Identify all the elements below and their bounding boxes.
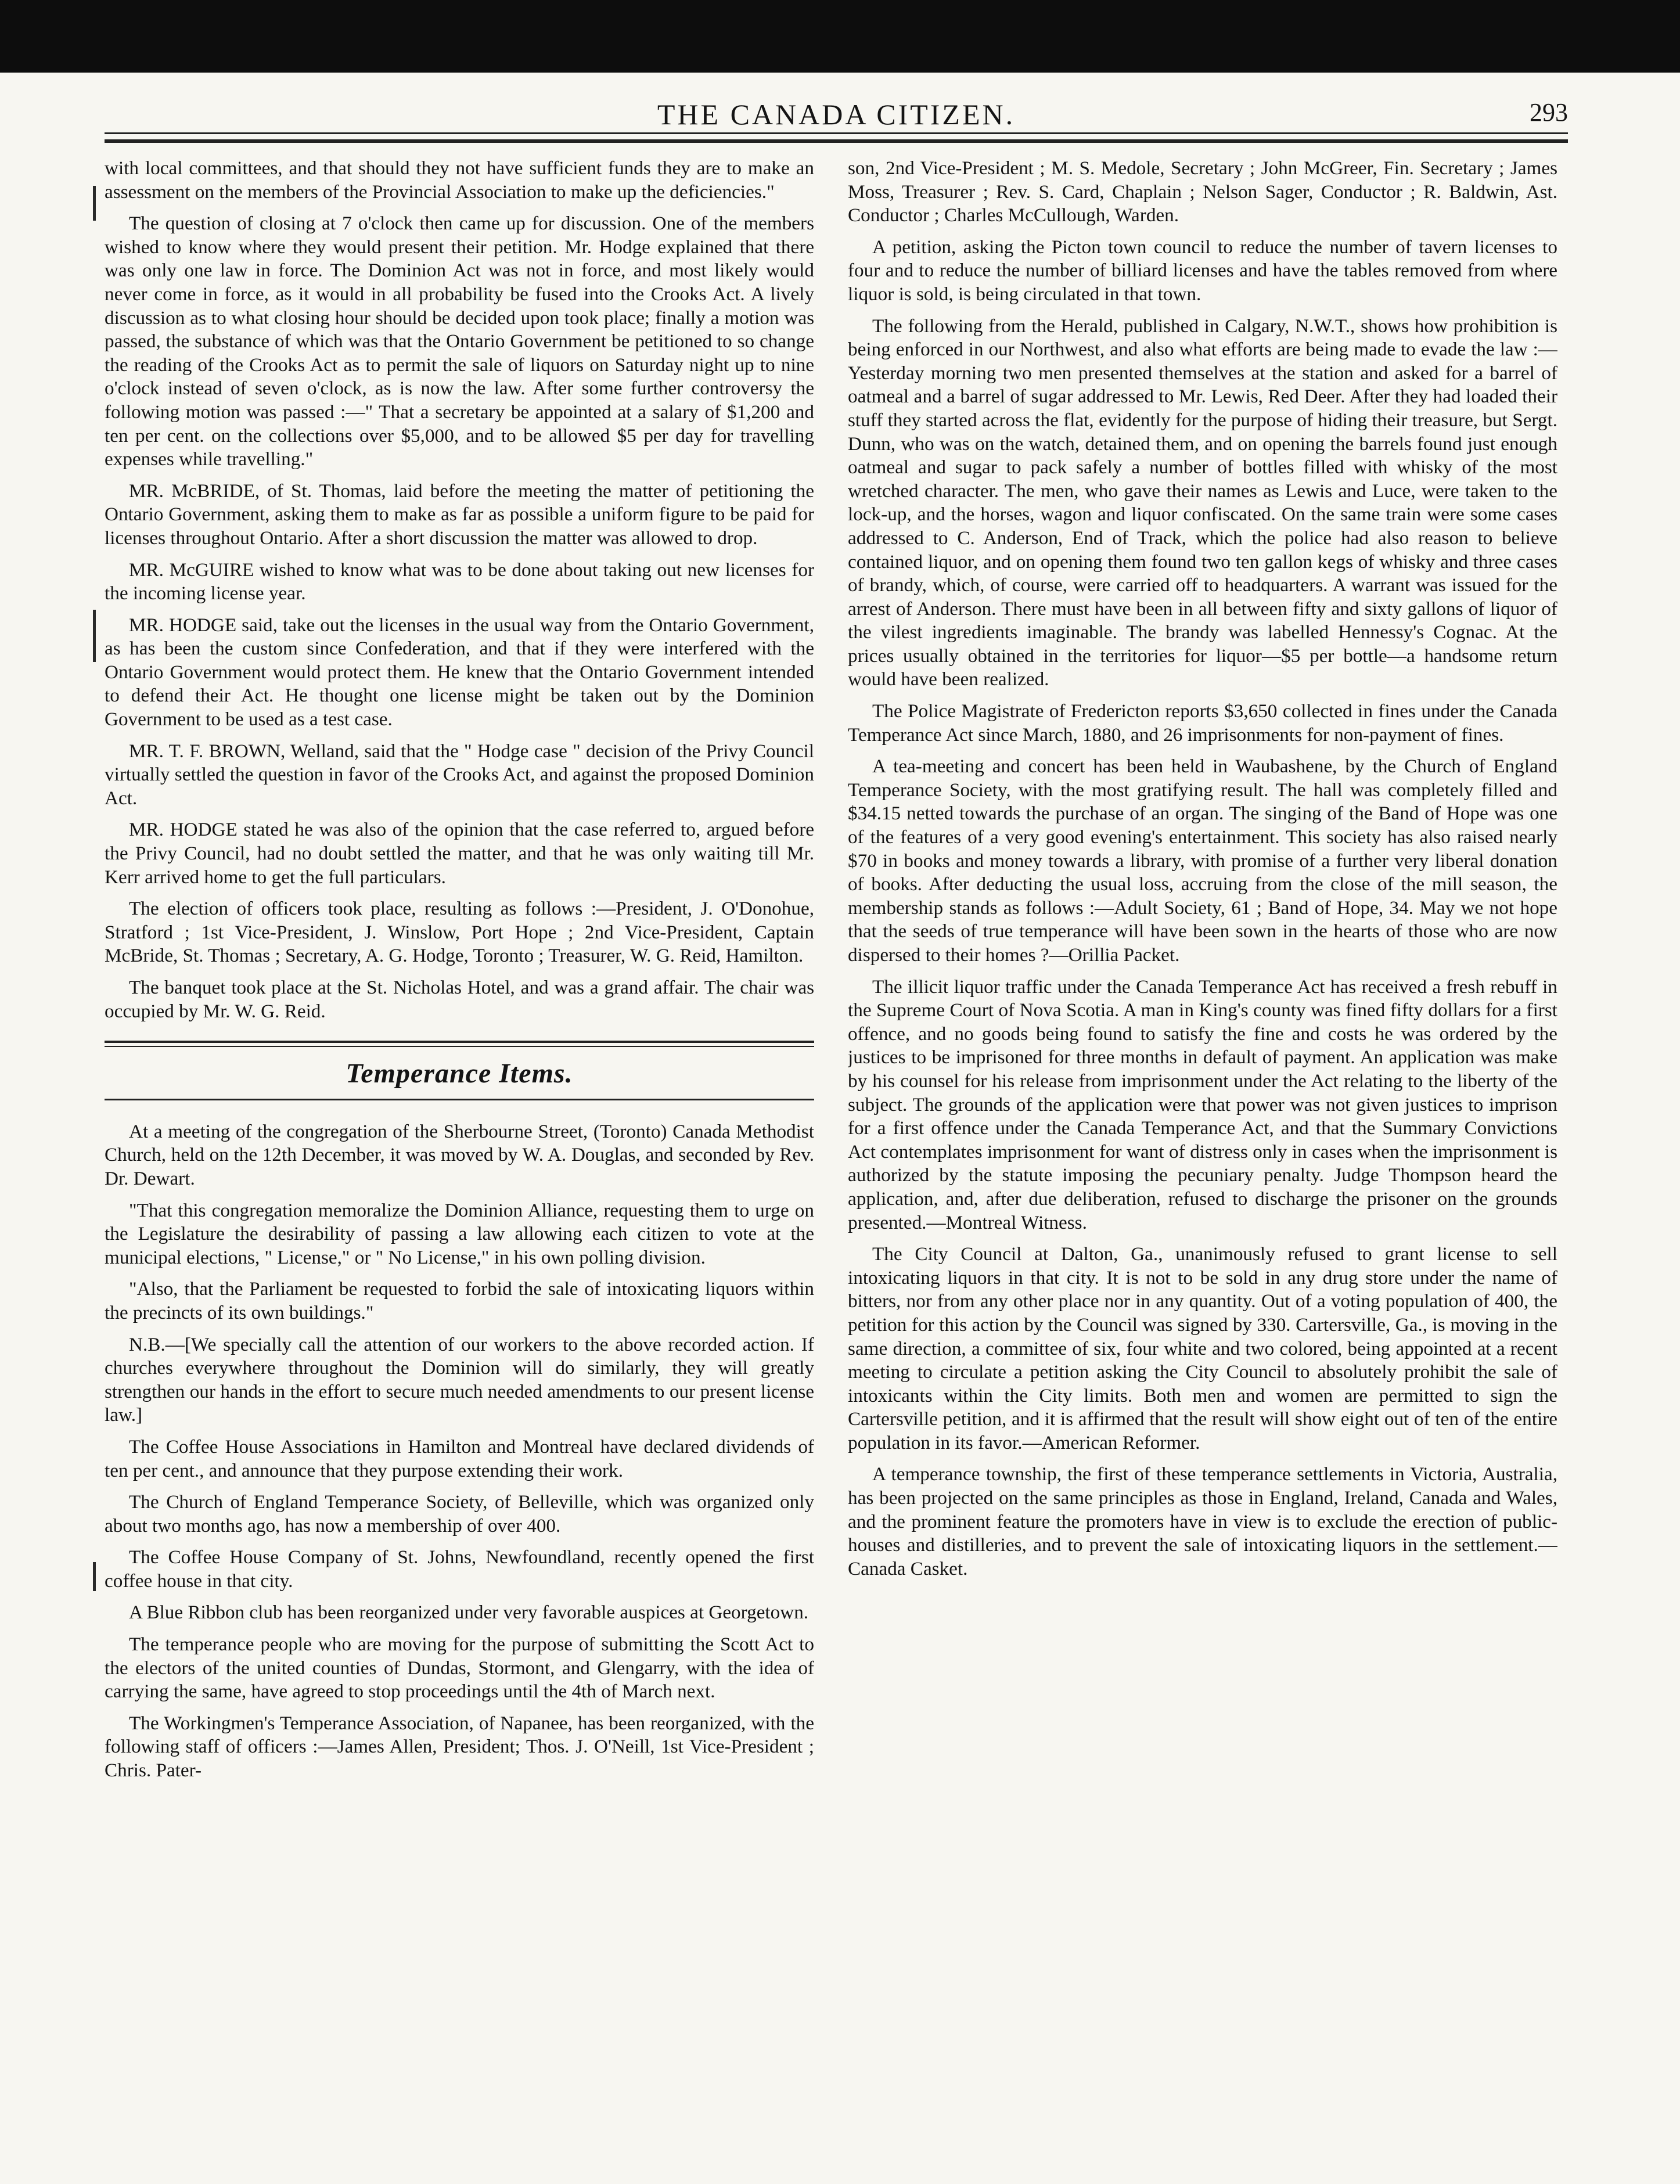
item-paragraph: A petition, asking the Picton town council to reduce the number of tavern licenses to four and to reduce the number of billiard licenses and have the tables removed from where liquor is sold, is being circulated in that town. [848,236,1557,305]
item-paragraph: The temperance people who are moving for the purpose of submitting the Scott Act to the electors of the united counties of Dundas, Stormont, and Glengarry, with the idea of carrying the same, have agreed to stop proceedings until the 4th of March next. [105,1633,814,1703]
item-paragraph: A temperance township, the first of these temperance settlements in Victoria, Australia, has been projected on the same principles as those in England, Ireland, Canada and Wales, and the prominent feature the promoters have in view is to exclude the erection of public-houses and distilleries, and to prevent the sale of intoxicating liquors in the settlement.—Canada Casket. [848,1463,1557,1579]
article-paragraph: MR. HODGE stated he was also of the opinion that the case referred to, argued before the Privy Council, had no doubt settled the matter, and that he was only waiting till Mr. Kerr arrived home to get the full particulars. [105,819,814,888]
section-divider [105,1046,814,1047]
item-paragraph: At a meeting of the congregation of the Sherbourne Street, (Toronto) Canada Methodist Church, held on the 12th December, it was moved by W. A. Douglas, and seconded by Rev. Dr. Dewart. [105,1120,814,1189]
left-column [105,157,814,2154]
section-title: Temperance Items. [346,1058,573,1089]
article-paragraph: with local committees, and that should they not have sufficient funds they are to make an assessment on the members of the Provincial Association to make up the deficiencies." [105,157,814,203]
item-paragraph: The following from the Herald, published in Calgary, N.W.T., shows how prohibition is being enforced in our Northwest, and also what efforts are being made to evade the law :—Yesterday morning two men presented themselves at the station and asked for a barrel of oatmeal and a barrel of sugar addressed to Mr. Lewis, Red Deer. After they had loaded their stuff they started across the flat, evidently for the purpose of hiding their treasure, but Sergt. Dunn, who was on the watch, detained them, and on opening the barrels found just enough oatmeal and sugar to pack safely a number of bottles filled with whisky of the most wretched character. The men, who gave their names as Lewis and Luce, were taken to the lock-up, and the horses, wagon and liquor confiscated. On the same train were some cases addressed to C. Anderson, End of Track, which the police had also reason to believe contained liquor, and on opening them found two ten gallon kegs of whisky and three cases of brandy, which, of course, were carried off to headquarters. A warrant was issued for the arrest of Anderson. There must have been in all between fifty and sixty gallons of liquor of the vilest ingredients imaginable. The brandy was labelled Hennessy's Cognac. At the prices usually obtained in the territories for liquor—$5 per bottle—a handsome return would have been realized. [848,315,1557,690]
item-paragraph: A Blue Ribbon club has been reorganized under very favorable auspices at Georgetown. [129,1602,809,1624]
item-paragraph: A tea-meeting and concert has been held in Waubashene, by the Church of England Temperance Society, with the most gratifying result. The hall was completely filled and $34.15 netted towards the purchase of an organ. The singing of the Band of Hope was one of the features of a very good evening's entertainment. This society has also raised nearly $70 in books and money towards a library, with promise of a further very liberal donation of books. After deducting the usual loss, accruing from the close of the mill season, the membership stands as follows :—Adult Society, 61 ; Band of Hope, 34. May we not hope that the seeds of true temperance will have been sown in the hearts of those who are now dispersed to their homes ?—Orillia Packet. [848,755,1557,966]
section-divider [105,1041,814,1043]
header-rule [105,132,1568,134]
page-number: 293 [1530,98,1568,127]
item-paragraph: The Church of England Temperance Society, of Belleville, which was organized only about two months ago, has now a membership of over 400. [105,1491,814,1537]
masthead-title: THE CANADA CITIZEN. [657,98,1016,131]
item-paragraph: "Also, that the Parliament be requested to forbid the sale of intoxicating liquors within the precincts of its own buildings." [105,1278,814,1323]
item-paragraph: "That this congregation memoralize the Dominion Alliance, requesting them to urge on the Legislature the desirability of passing a law allowing each citizen to vote at the municipal elections, " License," or " No License," in his own polling division. [105,1199,814,1268]
article-paragraph: The banquet took place at the St. Nicholas Hotel, and was a grand affair. The chair was occupied by Mr. W. G. Reid. [105,977,814,1022]
article-paragraph: MR. HODGE said, take out the licenses in the usual way from the Ontario Government, as has been the custom since Confederation, and that if they were interfered with the Ontario Government would protect them. He knew that the Ontario Government intended to defend their Act. He thought one license might be taken out by the Dominion Government to be used as a test case. [105,614,814,731]
article-paragraph: MR. McGUIRE wished to know what was to be done about taking out new licenses for the incoming license year. [105,559,814,605]
article-paragraph: MR. T. F. BROWN, Welland, said that the " Hodge case " decision of the Privy Council virtually settled the question in favor of the Crooks Act, and against the proposed Dominion Act. [105,740,814,809]
article-paragraph: The election of officers took place, resulting as follows :—President, J. O'Donohue, Stratford ; 1st Vice-President, J. Winslow, Port Hope ; 2nd Vice-President, Captain McBride, St. Thomas ; Secretary, A. G. Hodge, Toronto ; Treasurer, W. G. Reid, Hamilton. [105,898,814,967]
scan-top-border [0,0,1680,73]
scan-margin-mark [93,186,96,221]
section-title-rule [105,1099,814,1100]
item-paragraph: The Workingmen's Temperance Association, of Napanee, has been reorganized, with the following staff of officers :—James Allen, President; Thos. J. O'Neill, 1st Vice-President ; Chris. Pater- [105,1712,814,1782]
item-paragraph: N.B.—[We specially call the attention of our workers to the above recorded action. If churches everywhere throughout the Dominion will do similarly, they will greatly strengthen our hands in the effort to secure much needed amendments to our present license law.] [105,1333,814,1426]
article-paragraph: MR. McBRIDE, of St. Thomas, laid before the meeting the matter of petitioning the Ontario Government, asking them to make as far as possible a uniform figure to be paid for licenses throughout Ontario. After a short discussion the matter was allowed to drop. [105,480,814,549]
article-paragraph: The question of closing at 7 o'clock then came up for discussion. One of the members wished to know where they would present their petition. Mr. Hodge explained that there was only one law in force. The Dominion Act was not in force, and most likely would never come in force, as it would in all probability be fused into the Crooks Act. A lively discussion as to what closing hour should be decided upon took place; finally a motion was passed, the substance of which was that the Ontario Government be petitioned to so change the reading of the Crooks Act as to permit the sale of liquors on Saturday night up to nine o'clock instead of seven o'clock, as is now the law. After some further controversy the following motion was passed :—" That a secretary be appointed at a salary of $1,200 and ten per cent. on the collections over $5,000, and to be allowed $5 per day for travelling expenses while travelling." [105,213,814,470]
item-paragraph: The illicit liquor traffic under the Canada Temperance Act has received a fresh rebuff in the Supreme Court of Nova Scotia. A man in King's county was fined fifty dollars for a first offence, and no goods being found to satisfy the fine and costs he was ordered by the justices to be imprisoned for three months in default of payment. An application was make by his counsel for his release from imprisonment under the Act relating to the liberty of the subject. The grounds of the application were that power was not given justices to imprison for a first offence under the Canada Temperance Act, and that the Summary Convictions Act contemplates imprisonment for want of distress only in cases when the imprisonment is authorized by the statute imposing the pecuniary penalty. Judge Thompson heard the application, and, after due deliberation, refused to discharge the prisoner on the grounds presented.—Montreal Witness. [848,976,1557,1233]
scan-margin-mark [93,1562,96,1591]
item-paragraph: The Police Magistrate of Fredericton reports $3,650 collected in fines under the Canada Temperance Act since March, 1880, and 26 imprisonments for non-payment of fines. [848,700,1557,746]
item-paragraph: The Coffee House Company of St. Johns, Newfoundland, recently opened the first coffee house in that city. [105,1546,814,1592]
item-paragraph: The City Council at Dalton, Ga., unanimously refused to grant license to sell intoxicating liquors in that city. It is not to be sold in any drug store under the name of bitters, nor from any other place nor in any quantity. Out of a voting population of 400, the petition for this action by the Council was signed by 330. Cartersville, Ga., is moving in the same direction, a committee of six, four white and two colored, being appointed at a recent meeting to circulate a petition asking the City Council to absolutely prohibit the sale of intoxicants within the City limits. Both men and women are permitted to sign the Cartersville petition, and it is affirmed that the result will show eight out of ten of the entire population in its favor.—American Reformer. [848,1243,1557,1453]
item-paragraph: The Coffee House Associations in Hamilton and Montreal have declared dividends of ten per cent., and announce that they purpose extending their work. [105,1435,814,1481]
header-rule-thick [105,139,1568,143]
item-paragraph: son, 2nd Vice-President ; M. S. Medole, Secretary ; John McGreer, Fin. Secretary ; James Moss, Treasurer ; Rev. S. Card, Chaplain ; Nelson Sager, Conductor ; R. Baldwin, Ast. Conductor ; Charles McCullough, Warden. [848,157,1557,226]
scan-margin-mark [93,610,96,662]
right-column [848,157,1557,2154]
